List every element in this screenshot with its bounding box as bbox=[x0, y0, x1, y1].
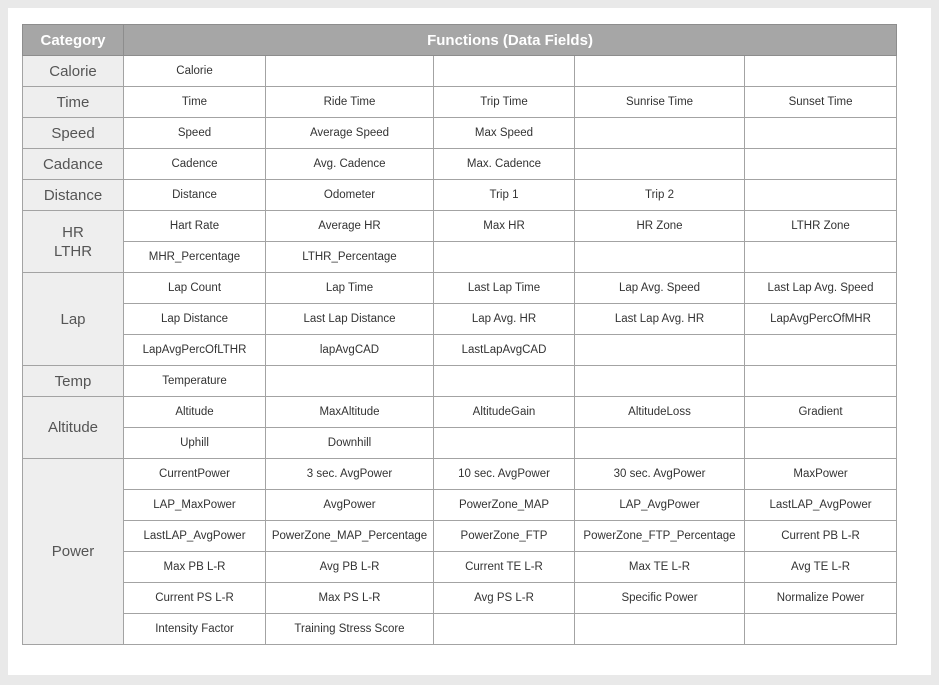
field-cell: LTHR Zone bbox=[745, 211, 897, 242]
field-cell: Downhill bbox=[266, 428, 434, 459]
field-cell bbox=[745, 614, 897, 645]
field-cell: Average HR bbox=[266, 211, 434, 242]
field-cell: Last Lap Time bbox=[434, 273, 575, 304]
field-cell bbox=[745, 149, 897, 180]
field-cell: Training Stress Score bbox=[266, 614, 434, 645]
category-cell: Cadance bbox=[23, 149, 124, 180]
field-cell bbox=[575, 335, 745, 366]
field-cell bbox=[745, 366, 897, 397]
field-cell bbox=[434, 242, 575, 273]
field-cell: Avg TE L-R bbox=[745, 552, 897, 583]
field-cell: Specific Power bbox=[575, 583, 745, 614]
table-row bbox=[23, 397, 897, 428]
table-row bbox=[23, 242, 897, 273]
table-row bbox=[23, 552, 897, 583]
field-cell bbox=[434, 428, 575, 459]
field-cell: Time bbox=[124, 87, 266, 118]
field-cell: LastLAP_AvgPower bbox=[124, 521, 266, 552]
table-row bbox=[23, 87, 897, 118]
field-cell: Temperature bbox=[124, 366, 266, 397]
field-cell: Current TE L-R bbox=[434, 552, 575, 583]
field-cell: Last Lap Distance bbox=[266, 304, 434, 335]
field-cell: Lap Avg. HR bbox=[434, 304, 575, 335]
field-cell: LastLAP_AvgPower bbox=[745, 490, 897, 521]
field-cell: Avg PB L-R bbox=[266, 552, 434, 583]
category-cell: Time bbox=[23, 87, 124, 118]
field-cell bbox=[745, 118, 897, 149]
field-cell: Avg PS L-R bbox=[434, 583, 575, 614]
field-cell bbox=[745, 428, 897, 459]
field-cell: 30 sec. AvgPower bbox=[575, 459, 745, 490]
category-header: Category bbox=[23, 25, 124, 56]
field-cell: lapAvgCAD bbox=[266, 335, 434, 366]
field-cell: LAP_AvgPower bbox=[575, 490, 745, 521]
field-cell bbox=[434, 366, 575, 397]
field-cell: AltitudeGain bbox=[434, 397, 575, 428]
field-cell: Max. Cadence bbox=[434, 149, 575, 180]
field-cell: Cadence bbox=[124, 149, 266, 180]
field-cell: Distance bbox=[124, 180, 266, 211]
field-cell: HR Zone bbox=[575, 211, 745, 242]
field-cell bbox=[575, 56, 745, 87]
field-cell: Max Speed bbox=[434, 118, 575, 149]
field-cell: Last Lap Avg. HR bbox=[575, 304, 745, 335]
field-cell: 3 sec. AvgPower bbox=[266, 459, 434, 490]
field-cell: 10 sec. AvgPower bbox=[434, 459, 575, 490]
field-cell bbox=[266, 56, 434, 87]
field-cell: LAP_MaxPower bbox=[124, 490, 266, 521]
category-cell: Calorie bbox=[23, 56, 124, 87]
field-cell: Lap Avg. Speed bbox=[575, 273, 745, 304]
field-cell: MaxAltitude bbox=[266, 397, 434, 428]
field-cell bbox=[575, 366, 745, 397]
table-row bbox=[23, 490, 897, 521]
field-cell: Normalize Power bbox=[745, 583, 897, 614]
table-row bbox=[23, 583, 897, 614]
document-page bbox=[8, 8, 931, 675]
field-cell bbox=[266, 366, 434, 397]
field-cell: Current PS L-R bbox=[124, 583, 266, 614]
field-cell: Speed bbox=[124, 118, 266, 149]
field-cell: PowerZone_MAP_Percentage bbox=[266, 521, 434, 552]
field-cell: Hart Rate bbox=[124, 211, 266, 242]
table-row bbox=[23, 428, 897, 459]
field-cell: CurrentPower bbox=[124, 459, 266, 490]
field-cell: PowerZone_MAP bbox=[434, 490, 575, 521]
category-cell: Distance bbox=[23, 180, 124, 211]
field-cell bbox=[745, 56, 897, 87]
field-cell: LastLapAvgCAD bbox=[434, 335, 575, 366]
field-cell: Average Speed bbox=[266, 118, 434, 149]
field-cell: Lap Distance bbox=[124, 304, 266, 335]
field-cell: Max TE L-R bbox=[575, 552, 745, 583]
field-cell: Last Lap Avg. Speed bbox=[745, 273, 897, 304]
table-body bbox=[23, 56, 897, 645]
field-cell: Intensity Factor bbox=[124, 614, 266, 645]
table-row bbox=[23, 366, 897, 397]
table-row bbox=[23, 459, 897, 490]
field-cell bbox=[434, 614, 575, 645]
field-cell bbox=[745, 242, 897, 273]
field-cell: Odometer bbox=[266, 180, 434, 211]
field-cell: MHR_Percentage bbox=[124, 242, 266, 273]
field-cell bbox=[575, 242, 745, 273]
field-cell: AltitudeLoss bbox=[575, 397, 745, 428]
field-cell: Trip Time bbox=[434, 87, 575, 118]
field-cell: Lap Time bbox=[266, 273, 434, 304]
category-cell: Temp bbox=[23, 366, 124, 397]
field-cell bbox=[575, 428, 745, 459]
field-cell: LapAvgPercOfLTHR bbox=[124, 335, 266, 366]
field-cell: Max PS L-R bbox=[266, 583, 434, 614]
field-cell: Avg. Cadence bbox=[266, 149, 434, 180]
data-fields-table bbox=[22, 24, 897, 645]
table-row bbox=[23, 304, 897, 335]
category-cell: HR LTHR bbox=[23, 211, 124, 273]
field-cell: PowerZone_FTP bbox=[434, 521, 575, 552]
table-row bbox=[23, 56, 897, 87]
field-cell bbox=[745, 335, 897, 366]
field-cell: MaxPower bbox=[745, 459, 897, 490]
category-cell: Altitude bbox=[23, 397, 124, 459]
field-cell: Trip 1 bbox=[434, 180, 575, 211]
table-row bbox=[23, 211, 897, 242]
field-cell bbox=[575, 149, 745, 180]
table-header-row bbox=[23, 25, 897, 56]
field-cell: Current PB L-R bbox=[745, 521, 897, 552]
field-cell: Altitude bbox=[124, 397, 266, 428]
field-cell: LTHR_Percentage bbox=[266, 242, 434, 273]
field-cell bbox=[575, 118, 745, 149]
field-cell: Max HR bbox=[434, 211, 575, 242]
field-cell: Sunset Time bbox=[745, 87, 897, 118]
table-row bbox=[23, 180, 897, 211]
category-cell: Speed bbox=[23, 118, 124, 149]
functions-header: Functions (Data Fields) bbox=[124, 25, 897, 56]
field-cell: Trip 2 bbox=[575, 180, 745, 211]
field-cell: AvgPower bbox=[266, 490, 434, 521]
table-row bbox=[23, 273, 897, 304]
table-row bbox=[23, 149, 897, 180]
field-cell: Gradient bbox=[745, 397, 897, 428]
field-cell bbox=[575, 614, 745, 645]
field-cell: Calorie bbox=[124, 56, 266, 87]
field-cell bbox=[745, 180, 897, 211]
table-row bbox=[23, 335, 897, 366]
field-cell: PowerZone_FTP_Percentage bbox=[575, 521, 745, 552]
table-row bbox=[23, 614, 897, 645]
table-row bbox=[23, 521, 897, 552]
field-cell bbox=[434, 56, 575, 87]
field-cell: Lap Count bbox=[124, 273, 266, 304]
field-cell: LapAvgPercOfMHR bbox=[745, 304, 897, 335]
field-cell: Sunrise Time bbox=[575, 87, 745, 118]
field-cell: Max PB L-R bbox=[124, 552, 266, 583]
table-row bbox=[23, 118, 897, 149]
category-cell: Lap bbox=[23, 273, 124, 366]
field-cell: Uphill bbox=[124, 428, 266, 459]
category-cell: Power bbox=[23, 459, 124, 645]
field-cell: Ride Time bbox=[266, 87, 434, 118]
